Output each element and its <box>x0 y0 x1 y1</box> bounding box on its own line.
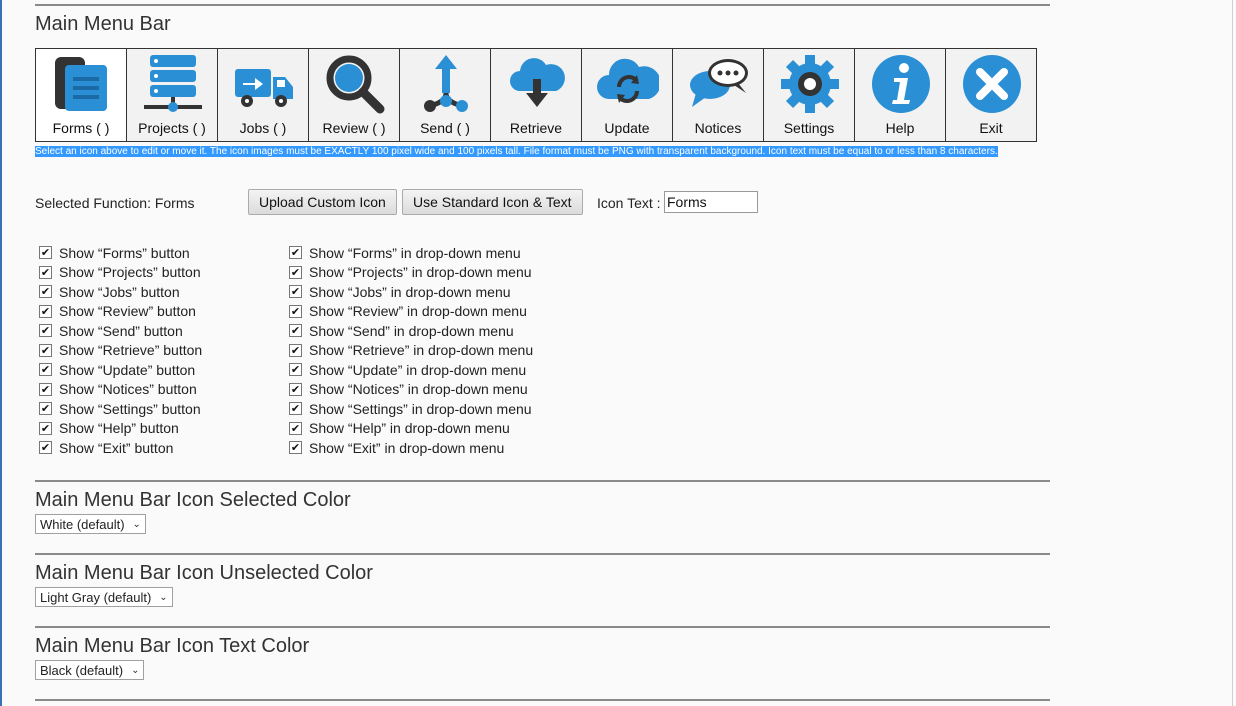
toolbar-label: Exit <box>979 120 1003 136</box>
unselected-color-select[interactable] <box>35 587 173 607</box>
toolbar-label: Settings <box>783 120 835 136</box>
help-info-icon <box>870 53 932 115</box>
show-button-option[interactable] <box>35 380 202 400</box>
show-button-option[interactable] <box>35 360 202 380</box>
checkbox[interactable]: ✔ <box>290 363 301 377</box>
text-color-heading: Main Menu Bar Icon Text Color <box>35 635 310 657</box>
checkbox[interactable]: ✔ <box>290 304 301 318</box>
window-left-border <box>0 0 2 706</box>
upload-custom-icon-button[interactable]: Upload Custom Icon <box>248 189 397 215</box>
instructions-note: Select an icon above to edit or move it. The icon images must be EXACTLY 100 pixel wide and 100 pixels tall. File format must be PNG with transparent background. Icon text must be equal to or less than 8 characters. <box>35 146 998 157</box>
checkbox-label: Show “Help” in drop-down menu <box>309 420 510 437</box>
show-menu-option[interactable] <box>285 341 533 361</box>
show-button-option[interactable] <box>35 341 202 361</box>
checkbox-label: Show “Notices” in drop-down menu <box>309 381 528 398</box>
notices-chat-icon <box>688 53 750 115</box>
show-button-option[interactable] <box>35 399 202 419</box>
checkbox[interactable]: ✔ <box>40 363 51 377</box>
checkbox-label: Show “Projects” in drop-down menu <box>309 264 532 281</box>
checkbox[interactable]: ✔ <box>290 246 301 260</box>
selected-color-heading: Main Menu Bar Icon Selected Color <box>35 489 351 511</box>
projects-icon <box>142 53 204 115</box>
toolbar-button-send[interactable] <box>400 49 491 141</box>
checkbox-label: Show “Review” in drop-down menu <box>309 303 527 320</box>
show-menu-option[interactable] <box>285 263 533 283</box>
checkbox[interactable]: ✔ <box>40 265 51 279</box>
show-button-option[interactable] <box>35 321 202 341</box>
checkbox-label: Show “Forms” in drop-down menu <box>309 244 521 261</box>
toolbar-button-retrieve[interactable] <box>491 49 582 141</box>
toolbar-button-update[interactable] <box>582 49 673 141</box>
checkbox-label: Show “Retrieve” in drop-down menu <box>309 342 534 359</box>
main-menu-toolbar <box>35 48 1037 142</box>
toolbar-button-notices[interactable] <box>673 49 764 141</box>
checkbox-label: Show “Notices” button <box>59 381 197 398</box>
checkbox-label: Show “Forms” button <box>59 244 190 261</box>
checkbox-label: Show “Jobs” in drop-down menu <box>309 283 511 300</box>
show-button-option[interactable] <box>35 302 202 322</box>
retrieve-cloud-icon <box>506 53 568 115</box>
checkbox[interactable]: ✔ <box>290 402 301 416</box>
show-button-option[interactable] <box>35 419 202 439</box>
divider-top <box>35 4 1050 6</box>
show-button-option[interactable] <box>35 438 202 458</box>
divider-selected-color <box>35 480 1050 482</box>
toolbar-label: Forms ( ) <box>52 120 110 136</box>
toolbar-button-projects[interactable] <box>127 49 218 141</box>
toolbar-label: Review ( ) <box>322 120 386 136</box>
icon-text-label: Icon Text : <box>597 195 661 211</box>
checkbox-label: Show “Send” in drop-down menu <box>309 322 514 339</box>
checkbox-label: Show “Jobs” button <box>59 283 180 300</box>
update-cloud-icon <box>597 53 659 115</box>
exit-x-icon <box>961 53 1023 115</box>
checkbox[interactable]: ✔ <box>40 402 51 416</box>
toolbar-label: Send ( ) <box>420 120 470 136</box>
show-menu-option[interactable] <box>285 360 533 380</box>
checkbox-label: Show “Help” button <box>59 420 179 437</box>
icon-text-input[interactable] <box>664 191 758 213</box>
show-menu-checklist <box>285 243 533 458</box>
toolbar-label: Jobs ( ) <box>239 120 287 136</box>
show-menu-option[interactable] <box>285 380 533 400</box>
checkbox[interactable]: ✔ <box>40 285 51 299</box>
toolbar-label: Projects ( ) <box>138 120 206 136</box>
select-value: Light Gray (default) <box>40 589 152 605</box>
divider-unselected-color <box>35 553 1050 555</box>
toolbar-label: Notices <box>694 120 742 136</box>
show-button-checklist <box>35 243 202 458</box>
chevron-down-icon: ⌄ <box>131 664 140 676</box>
show-menu-option[interactable] <box>285 243 533 263</box>
toolbar-button-jobs[interactable] <box>218 49 309 141</box>
divider-bottom <box>35 699 1050 701</box>
show-menu-option[interactable] <box>285 302 533 322</box>
checkbox[interactable]: ✔ <box>40 324 51 338</box>
toolbar-button-review[interactable] <box>309 49 400 141</box>
show-button-option[interactable] <box>35 282 202 302</box>
chevron-down-icon: ⌄ <box>132 518 141 530</box>
page-title: Main Menu Bar <box>35 13 171 35</box>
show-button-option[interactable] <box>35 243 202 263</box>
checkbox[interactable]: ✔ <box>290 382 301 396</box>
toolbar-button-exit[interactable] <box>946 49 1037 141</box>
checkbox-label: Show “Update” in drop-down menu <box>309 361 527 378</box>
select-value: White (default) <box>40 516 125 532</box>
checkbox-label: Show “Projects” button <box>59 264 201 281</box>
show-menu-option[interactable] <box>285 282 533 302</box>
checkbox-label: Show “Exit” button <box>59 439 174 456</box>
toolbar-label: Update <box>604 120 650 136</box>
chevron-down-icon: ⌄ <box>159 591 168 603</box>
settings-gear-icon <box>779 53 841 115</box>
toolbar-button-forms[interactable] <box>36 49 127 141</box>
checkbox[interactable]: ✔ <box>290 285 301 299</box>
send-icon <box>415 53 477 115</box>
selected-function-label: Selected Function: Forms <box>35 195 195 211</box>
toolbar-button-settings[interactable] <box>764 49 855 141</box>
checkbox[interactable]: ✔ <box>40 421 51 435</box>
selected-color-select[interactable] <box>35 514 146 534</box>
checkbox[interactable]: ✔ <box>290 441 301 455</box>
show-menu-option[interactable] <box>285 438 533 458</box>
window-right-border <box>1232 0 1233 706</box>
show-menu-option[interactable] <box>285 321 533 341</box>
checkbox[interactable]: ✔ <box>290 265 301 279</box>
use-standard-icon-button[interactable]: Use Standard Icon & Text <box>402 189 583 215</box>
checkbox-label: Show “Update” button <box>59 361 196 378</box>
toolbar-label: Retrieve <box>509 120 563 136</box>
show-menu-option[interactable] <box>285 419 533 439</box>
forms-icon <box>51 53 113 115</box>
checkbox[interactable]: ✔ <box>290 421 301 435</box>
unselected-color-heading: Main Menu Bar Icon Unselected Color <box>35 562 373 584</box>
checkbox[interactable]: ✔ <box>290 343 301 357</box>
checkbox-label: Show “Review” button <box>59 303 196 320</box>
toolbar-label: Help <box>885 120 915 136</box>
show-menu-option[interactable] <box>285 399 533 419</box>
select-value: Black (default) <box>40 662 124 678</box>
divider-text-color <box>35 626 1050 628</box>
toolbar-button-help[interactable] <box>855 49 946 141</box>
jobs-truck-icon <box>233 53 295 115</box>
checkbox[interactable]: ✔ <box>290 324 301 338</box>
checkbox-label: Show “Settings” in drop-down menu <box>309 400 532 417</box>
checkbox[interactable]: ✔ <box>40 441 51 455</box>
text-color-select[interactable] <box>35 660 144 680</box>
checkbox-label: Show “Settings” button <box>59 400 201 417</box>
checkbox-label: Show “Exit” in drop-down menu <box>309 439 505 456</box>
show-button-option[interactable] <box>35 263 202 283</box>
review-magnifier-icon <box>324 53 386 115</box>
checkbox-label: Show “Retrieve” button <box>59 342 203 359</box>
checkbox-label: Show “Send” button <box>59 322 183 339</box>
checkbox[interactable]: ✔ <box>40 304 51 318</box>
checkbox[interactable]: ✔ <box>40 382 51 396</box>
checkbox[interactable]: ✔ <box>40 246 51 260</box>
checkbox[interactable]: ✔ <box>40 343 51 357</box>
